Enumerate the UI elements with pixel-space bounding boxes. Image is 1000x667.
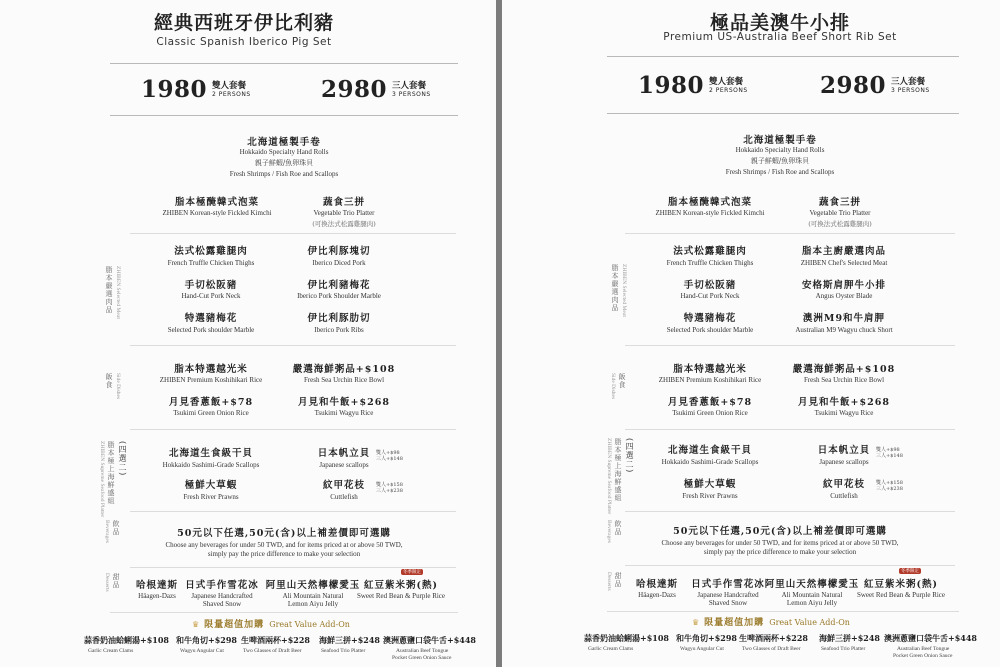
section-label-dessert	[606, 572, 623, 591]
meat-item-name-en: Iberico Diced Pork	[312, 259, 366, 267]
price-three-label: 三人套餐	[392, 80, 427, 91]
rice-item-name-en: ZHIBEN Premium Koshihikari Rice	[658, 376, 762, 384]
dessert-item-name-en: Lemon Aiyu Jelly	[786, 599, 838, 607]
divider	[110, 63, 458, 64]
dessert-item-name-en: Häagen-Dazs	[138, 592, 176, 600]
menu-page-left	[0, 0, 496, 667]
seafood-item-name: 極鮮大草蝦	[184, 480, 238, 491]
kimchi-name-en: ZHIBEN Korean-style Fickled Kimchi	[655, 209, 765, 217]
rice-item-name: 月見和牛飯+$268	[798, 397, 890, 408]
great-value-title-en: Great Value Add-On	[769, 618, 850, 627]
addon-item-name: 海鮮三拼+$248	[319, 635, 380, 645]
divider	[110, 612, 458, 613]
dessert-item-name-en: Sweet Red Bean & Purple Rice	[856, 591, 946, 599]
dessert-item-name: 哈根達斯	[635, 579, 679, 590]
seafood-item-name: 紋甲花枝	[322, 480, 366, 491]
divider	[130, 345, 456, 346]
section-label-pick: (四選二)	[118, 441, 127, 477]
rice-item-name-en: Tsukimi Wagyu Rice	[814, 409, 874, 417]
surcharge-three: 三人+$148	[876, 453, 903, 459]
meat-item-name-en: Australian M9 Wagyu chuck Short	[795, 326, 893, 334]
price-three-persons	[820, 72, 930, 99]
veg-platter-name-en: Vegetable Trio Platter	[313, 209, 375, 217]
meat-item-name-en: Selected Pork shoulder Marble	[167, 326, 255, 334]
dessert-item-name: 日式手作雪花冰	[691, 579, 765, 590]
dessert-item-name-en: Japanese Handcrafted	[697, 591, 759, 599]
rice-item-name-en: Tsukimi Wagyu Rice	[314, 409, 374, 417]
surcharge-three: 三人+$148	[376, 456, 403, 462]
divider	[625, 565, 955, 566]
addon-item-name-en: Seafood Trio Platter	[821, 646, 866, 652]
page-title: 經典西班牙伊比利豬	[153, 12, 335, 34]
dessert-item-name: 紅豆紫米粥(熱)	[864, 579, 938, 590]
seafood-item-name-en: Hokkaido Sashimi-Grade Scallops	[661, 458, 759, 466]
page-title: 極品美澳牛小排	[709, 12, 851, 34]
rice-item-name: 脂本特選越光米	[174, 364, 248, 375]
meat-item-name-en: Iberico Pork Shoulder Marble	[297, 292, 381, 300]
meat-item-name-en: Hand-Cut Pork Neck	[181, 292, 241, 300]
section-label-zh: 甜品	[112, 573, 120, 589]
meat-item-name-en: French Truffle Chicken Thighs	[666, 259, 754, 267]
veg-platter-note: (可換法式松露雞腿肉)	[808, 220, 872, 228]
dessert-item-name: 紅豆紫米粥(熱)	[364, 580, 438, 591]
dessert-item-name-en: Ali Mountain Natural	[781, 591, 843, 599]
great-value-title: 限量超值加購	[704, 618, 765, 628]
meat-item-name: 手切松阪豬	[683, 280, 737, 291]
addon-item-name: 生啤酒兩杯+$228	[739, 633, 808, 643]
rice-item-name: 月見香蔥飯+$78	[667, 397, 753, 408]
crown-icon: ♛	[692, 618, 700, 627]
handroll-name-en: Hokkaido Specialty Hand Rolls	[239, 148, 329, 156]
great-value-title-en: Great Value Add-On	[269, 620, 350, 629]
addon-item-name-en: Pocket Green Onion Sauce	[893, 653, 953, 659]
divider	[607, 113, 959, 114]
section-label-en: ZHIBEN Supreme Seafood Platter	[606, 438, 612, 515]
section-label-en: ZHIBEN Supreme Seafood Platter	[99, 441, 105, 518]
divider	[130, 511, 456, 512]
dessert-item-name-en: Lemon Aiyu Jelly	[287, 600, 339, 608]
handroll-name-en: Hokkaido Specialty Hand Rolls	[735, 146, 825, 154]
seafood-item-name-en: Cuttlefish	[330, 493, 358, 501]
section-label-en: Desserts	[104, 573, 110, 592]
handroll-sub: 親子鮮蝦/魚卵珠貝	[750, 157, 810, 165]
addon-item-name: 和牛角切+$298	[676, 633, 737, 643]
section-label-meat	[610, 264, 627, 317]
dessert-item-name-en: Häagen-Dazs	[638, 591, 676, 599]
meat-item-name: 手切松阪豬	[184, 280, 238, 291]
addon-item-name: 和牛角切+$298	[176, 635, 237, 645]
section-label-en: Side Dishes	[115, 373, 121, 400]
addon-item-name: 澳洲蔥鹽口袋牛舌+$448	[884, 633, 977, 643]
kimchi-name: 脂本極醃韓式泡菜	[174, 197, 260, 208]
seasonal-badge: 冬季限定	[901, 569, 919, 574]
great-value-heading	[692, 615, 850, 628]
seafood-item-name-en: Cuttlefish	[830, 492, 858, 500]
section-label-zh: 脂本極上海鮮盛組	[107, 441, 115, 505]
veg-platter-note: (可換法式松露雞腿肉)	[312, 220, 376, 228]
rice-item-name-en: Tsukimi Green Onion Rice	[672, 409, 748, 417]
great-value-heading	[192, 617, 350, 630]
seafood-item-name: 北海道生食級干貝	[168, 448, 254, 459]
divider	[110, 115, 458, 116]
dessert-item-name: 日式手作雪花冰	[185, 580, 259, 591]
beverage-rule: 50元以下任選,50元(含)以上補差價即可選購	[673, 526, 887, 537]
section-label-rice	[104, 373, 121, 399]
rice-item-name-en: ZHIBEN Premium Koshihikari Rice	[159, 376, 263, 384]
addon-item-name: 蒜香奶油蛤蜊湯+$108	[84, 635, 169, 645]
dessert-item-name-en: Shaved Snow	[708, 599, 748, 607]
seafood-item-name: 紋甲花枝	[822, 479, 866, 490]
surcharge	[876, 480, 903, 492]
surcharge-two: 雙人+$98	[876, 447, 900, 453]
price-three-number: 2980	[321, 76, 388, 103]
section-label-zh: 脂本嚴選肉品	[611, 264, 619, 312]
price-two-persons	[638, 72, 748, 99]
page-subtitle: Classic Spanish Iberico Pig Set	[156, 36, 332, 48]
section-label-zh: 飲品	[614, 520, 622, 536]
meat-item-name-en: Angus Oyster Blade	[815, 292, 873, 300]
handroll-sub-en: Fresh Shrimps / Fish Roe and Scallops	[725, 168, 835, 176]
seafood-item-name: 日本帆立貝	[317, 448, 371, 459]
meat-item-name-en: Iberico Pork Ribs	[314, 326, 364, 334]
addon-item-name-en: Australian Beef Tongue	[396, 648, 449, 654]
section-label-en: Side Dishes	[610, 373, 616, 400]
meat-item-name-en: Selected Pork shoulder Marble	[666, 326, 754, 334]
addon-item-name: 澳洲蔥鹽口袋牛舌+$448	[383, 635, 476, 645]
surcharge	[876, 447, 903, 459]
beverage-rule: 50元以下任選,50元(含)以上補差價即可選購	[177, 528, 391, 539]
great-value-title: 限量超值加購	[204, 620, 265, 630]
surcharge-two: 雙人+$158	[376, 482, 403, 488]
section-label-beverage	[104, 520, 121, 543]
kimchi-name-en: ZHIBEN Korean-style Fickled Kimchi	[162, 209, 272, 217]
dessert-item-name: 哈根達斯	[135, 580, 179, 591]
section-label-zh: 飯食	[618, 373, 626, 389]
section-label-rice	[610, 373, 627, 399]
addon-item-name-en: Garlic Cream Clams	[588, 646, 634, 652]
price-two-label: 雙人套餐	[709, 76, 744, 87]
dessert-item-name-en: Sweet Red Bean & Purple Rice	[356, 592, 446, 600]
seafood-item-name-en: Japanese scallops	[819, 458, 869, 466]
dessert-item-name-en: Japanese Handcrafted	[191, 592, 253, 600]
divider	[625, 511, 955, 512]
section-label-pick: (四選二)	[625, 438, 634, 474]
meat-item-name: 安格斯肩胛牛小排	[801, 280, 887, 291]
price-two-label-en: 2 PERSONS	[212, 90, 251, 98]
addon-item-name-en: Two Glasses of Draft Beer	[243, 648, 302, 654]
dessert-item-name: 阿里山天然檸檬愛玉	[265, 580, 361, 591]
addon-item-name-en: Pocket Green Onion Sauce	[392, 655, 452, 661]
kimchi-name: 脂本極醃韓式泡菜	[667, 197, 753, 208]
price-two-persons	[141, 76, 251, 103]
section-label-en: Desserts	[606, 572, 612, 591]
section-label-beverage	[606, 520, 623, 543]
addon-item-name: 生啤酒兩杯+$228	[241, 635, 310, 645]
meat-item-name: 特選豬梅花	[683, 313, 737, 324]
beverage-rule-en: Choose any beverages for under 50 TWD, and for items priced at or above 50 TWD,	[165, 541, 403, 549]
section-label-en: ZHIBEN Selected Meat	[115, 266, 121, 319]
section-label-seafood	[606, 438, 635, 514]
divider	[625, 345, 955, 346]
rice-item-name-en: Tsukimi Green Onion Rice	[173, 409, 249, 417]
seafood-item-name: 北海道生食級干貝	[667, 445, 753, 456]
section-label-zh: 甜品	[614, 572, 622, 588]
price-two-number: 1980	[638, 72, 705, 99]
divider	[625, 233, 955, 234]
price-three-label-en: 3 PERSONS	[891, 86, 930, 94]
section-label-zh: 飲品	[112, 520, 120, 536]
seafood-item-name: 日本帆立貝	[817, 445, 871, 456]
divider	[130, 233, 456, 234]
price-three-label: 三人套餐	[891, 76, 926, 87]
menu-page-right	[502, 0, 1000, 667]
section-label-dessert	[104, 573, 121, 592]
meat-item-name: 特選豬梅花	[184, 313, 238, 324]
rice-item-name: 月見和牛飯+$268	[298, 397, 390, 408]
rice-item-name: 嚴選海鮮粥品+$108	[292, 364, 396, 375]
addon-item-name-en: Two Glasses of Draft Beer	[742, 646, 801, 652]
rice-item-name: 嚴選海鮮粥品+$108	[792, 364, 896, 375]
seafood-item-name-en: Fresh River Prawns	[682, 492, 738, 500]
veg-platter-name: 蔬食三拼	[322, 197, 366, 208]
veg-platter-name: 蔬食三拼	[818, 197, 862, 208]
section-label-en: ZHIBEN Selected Meat	[621, 264, 627, 317]
addon-item-name-en: Australian Beef Tongue	[897, 646, 950, 652]
price-three-label-en: 3 PERSONS	[392, 90, 431, 98]
crown-icon: ♛	[192, 620, 200, 629]
surcharge-three: 三人+$238	[876, 486, 903, 492]
meat-item-name: 澳洲M9和牛肩胛	[802, 313, 886, 324]
divider	[130, 567, 456, 568]
divider	[607, 56, 959, 57]
meat-item-name: 伊比利豚肋切	[307, 313, 371, 324]
divider	[607, 611, 959, 612]
seasonal-badge: 冬季限定	[403, 570, 421, 575]
addon-item-name: 海鮮三拼+$248	[819, 633, 880, 643]
section-label-zh: 脂本極上海鮮盛組	[614, 438, 622, 502]
rice-item-name: 脂本特選越光米	[673, 364, 747, 375]
section-label-zh: 脂本嚴選肉品	[105, 266, 113, 314]
dessert-item-name-en: Ali Mountain Natural	[282, 592, 344, 600]
price-two-label-en: 2 PERSONS	[709, 86, 748, 94]
price-three-number: 2980	[820, 72, 887, 99]
section-label-en: Beverages	[606, 520, 612, 543]
section-label-en: Beverages	[104, 520, 110, 543]
meat-item-name: 脂本主廚嚴選肉品	[801, 246, 887, 257]
meat-item-name: 法式松露雞腿肉	[673, 246, 747, 257]
meat-item-name-en: ZHIBEN Chef's Selected Meat	[800, 259, 888, 267]
price-three-persons	[321, 76, 431, 103]
surcharge-two: 雙人+$158	[876, 480, 903, 486]
section-label-meat	[104, 266, 121, 319]
surcharge-two: 雙人+$98	[376, 450, 400, 456]
rice-item-name-en: Fresh Sea Urchin Rice Bowl	[803, 376, 885, 384]
handroll-name: 北海道極製手卷	[743, 135, 817, 146]
veg-platter-name-en: Vegetable Trio Platter	[809, 209, 871, 217]
beverage-rule-en: simply pay the price difference to make your selection	[207, 550, 361, 558]
surcharge	[376, 450, 403, 462]
surcharge-three: 三人+$238	[376, 488, 403, 494]
seafood-item-name-en: Fresh River Prawns	[183, 493, 239, 501]
meat-item-name-en: Hand-Cut Pork Neck	[680, 292, 740, 300]
seafood-item-name: 極鮮大草蝦	[683, 479, 737, 490]
beverage-rule-en: simply pay the price difference to make your selection	[703, 548, 857, 556]
page-subtitle: Premium US-Australia Beef Short Rib Set	[663, 31, 897, 43]
rice-item-name: 月見香蔥飯+$78	[168, 397, 254, 408]
seafood-item-name-en: Hokkaido Sashimi-Grade Scallops	[162, 461, 260, 469]
meat-item-name: 伊比利豬梅花	[307, 280, 371, 291]
meat-item-name: 伊比利豚塊切	[307, 246, 371, 257]
section-label-seafood	[99, 441, 128, 517]
handroll-sub-en: Fresh Shrimps / Fish Roe and Scallops	[229, 170, 339, 178]
price-two-number: 1980	[141, 76, 208, 103]
addon-item-name-en: Wagyu Angular Cut	[180, 648, 224, 654]
divider	[625, 429, 955, 430]
beverage-rule-en: Choose any beverages for under 50 TWD, and for items priced at or above 50 TWD,	[661, 539, 899, 547]
handroll-sub: 親子鮮蝦/魚卵珠貝	[254, 159, 314, 167]
meat-item-name-en: French Truffle Chicken Thighs	[167, 259, 255, 267]
dessert-item-name: 阿里山天然檸檬愛玉	[764, 579, 860, 590]
addon-item-name-en: Garlic Cream Clams	[88, 648, 134, 654]
rice-item-name-en: Fresh Sea Urchin Rice Bowl	[303, 376, 385, 384]
divider	[130, 429, 456, 430]
seafood-item-name-en: Japanese scallops	[319, 461, 369, 469]
section-label-zh: 飯食	[105, 373, 113, 389]
addon-item-name: 蒜香奶油蛤蜊湯+$108	[584, 633, 669, 643]
price-two-label: 雙人套餐	[212, 80, 247, 91]
addon-item-name-en: Seafood Trio Platter	[321, 648, 366, 654]
handroll-name: 北海道極製手卷	[247, 137, 321, 148]
meat-item-name: 法式松露雞腿肉	[174, 246, 248, 257]
addon-item-name-en: Wagyu Angular Cut	[680, 646, 724, 652]
surcharge	[376, 482, 403, 494]
dessert-item-name-en: Shaved Snow	[202, 600, 242, 608]
